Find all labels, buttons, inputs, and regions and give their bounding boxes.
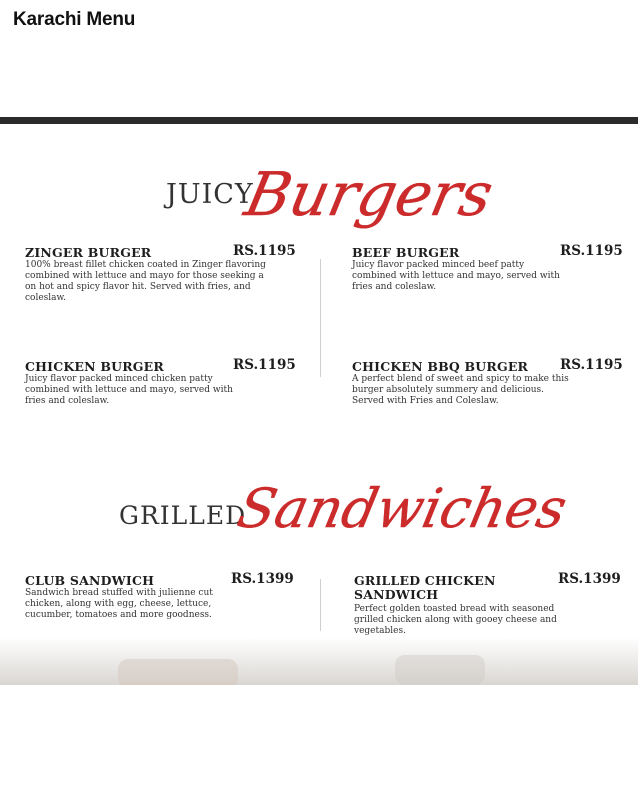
section-title-grilled: GRILLED — [119, 501, 247, 530]
item-name: CHICKEN BBQ BURGER — [352, 359, 529, 374]
item-description: A perfect blend of sweet and spicy to make this burger absolutely summery and delicious. Served with Fries and Coleslaw. — [352, 374, 569, 406]
item-price: RS.1195 — [560, 357, 623, 373]
item-name: CHICKEN BURGER — [25, 359, 164, 374]
item-price: RS.1195 — [233, 357, 296, 373]
item-name: CLUB SANDWICH — [25, 573, 155, 588]
section-title-juicy: JUICY — [166, 179, 254, 210]
background-photo-fade — [0, 637, 638, 685]
burgers-script-text: Burgers — [239, 160, 499, 230]
item-price: RS.1195 — [233, 243, 296, 259]
menu-card — [0, 117, 638, 685]
item-description: Sandwich bread stuffed with julienne cut chicken, along with egg, cheese, lettuce, cucumber, tomatoes and more goodness. — [25, 588, 213, 620]
sandwiches-script-text: Sandwiches — [232, 476, 573, 540]
item-price: RS.1399 — [231, 571, 294, 587]
section-title-burgers — [239, 137, 499, 237]
column-divider — [320, 259, 321, 377]
item-price: RS.1195 — [560, 243, 623, 259]
menu-top-bar — [0, 117, 638, 124]
column-divider — [320, 579, 321, 631]
item-name: ZINGER BURGER — [25, 245, 152, 260]
item-description: Juicy flavor packed minced chicken patty combined with lettuce and mayo, served with fries and coleslaw. — [25, 374, 233, 406]
item-description: Perfect golden toasted bread with seasoned grilled chicken along with gooey cheese and vegetables. — [354, 604, 557, 636]
item-name: BEEF BURGER — [352, 245, 460, 260]
section-title-sandwiches — [232, 447, 573, 547]
item-description: Juicy flavor packed minced beef patty combined with lettuce and mayo, served with fries and coleslaw. — [352, 260, 560, 292]
page-title: Karachi Menu — [13, 9, 136, 30]
item-description: 100% breast fillet chicken coated in Zinger flavoring combined with lettuce and mayo for those seeking a on hot and spicy flavor hit. Served with fries, and coleslaw. — [25, 260, 266, 303]
item-price: RS.1399 — [558, 571, 621, 587]
item-name: GRILLED CHICKEN SANDWICH — [354, 573, 496, 602]
